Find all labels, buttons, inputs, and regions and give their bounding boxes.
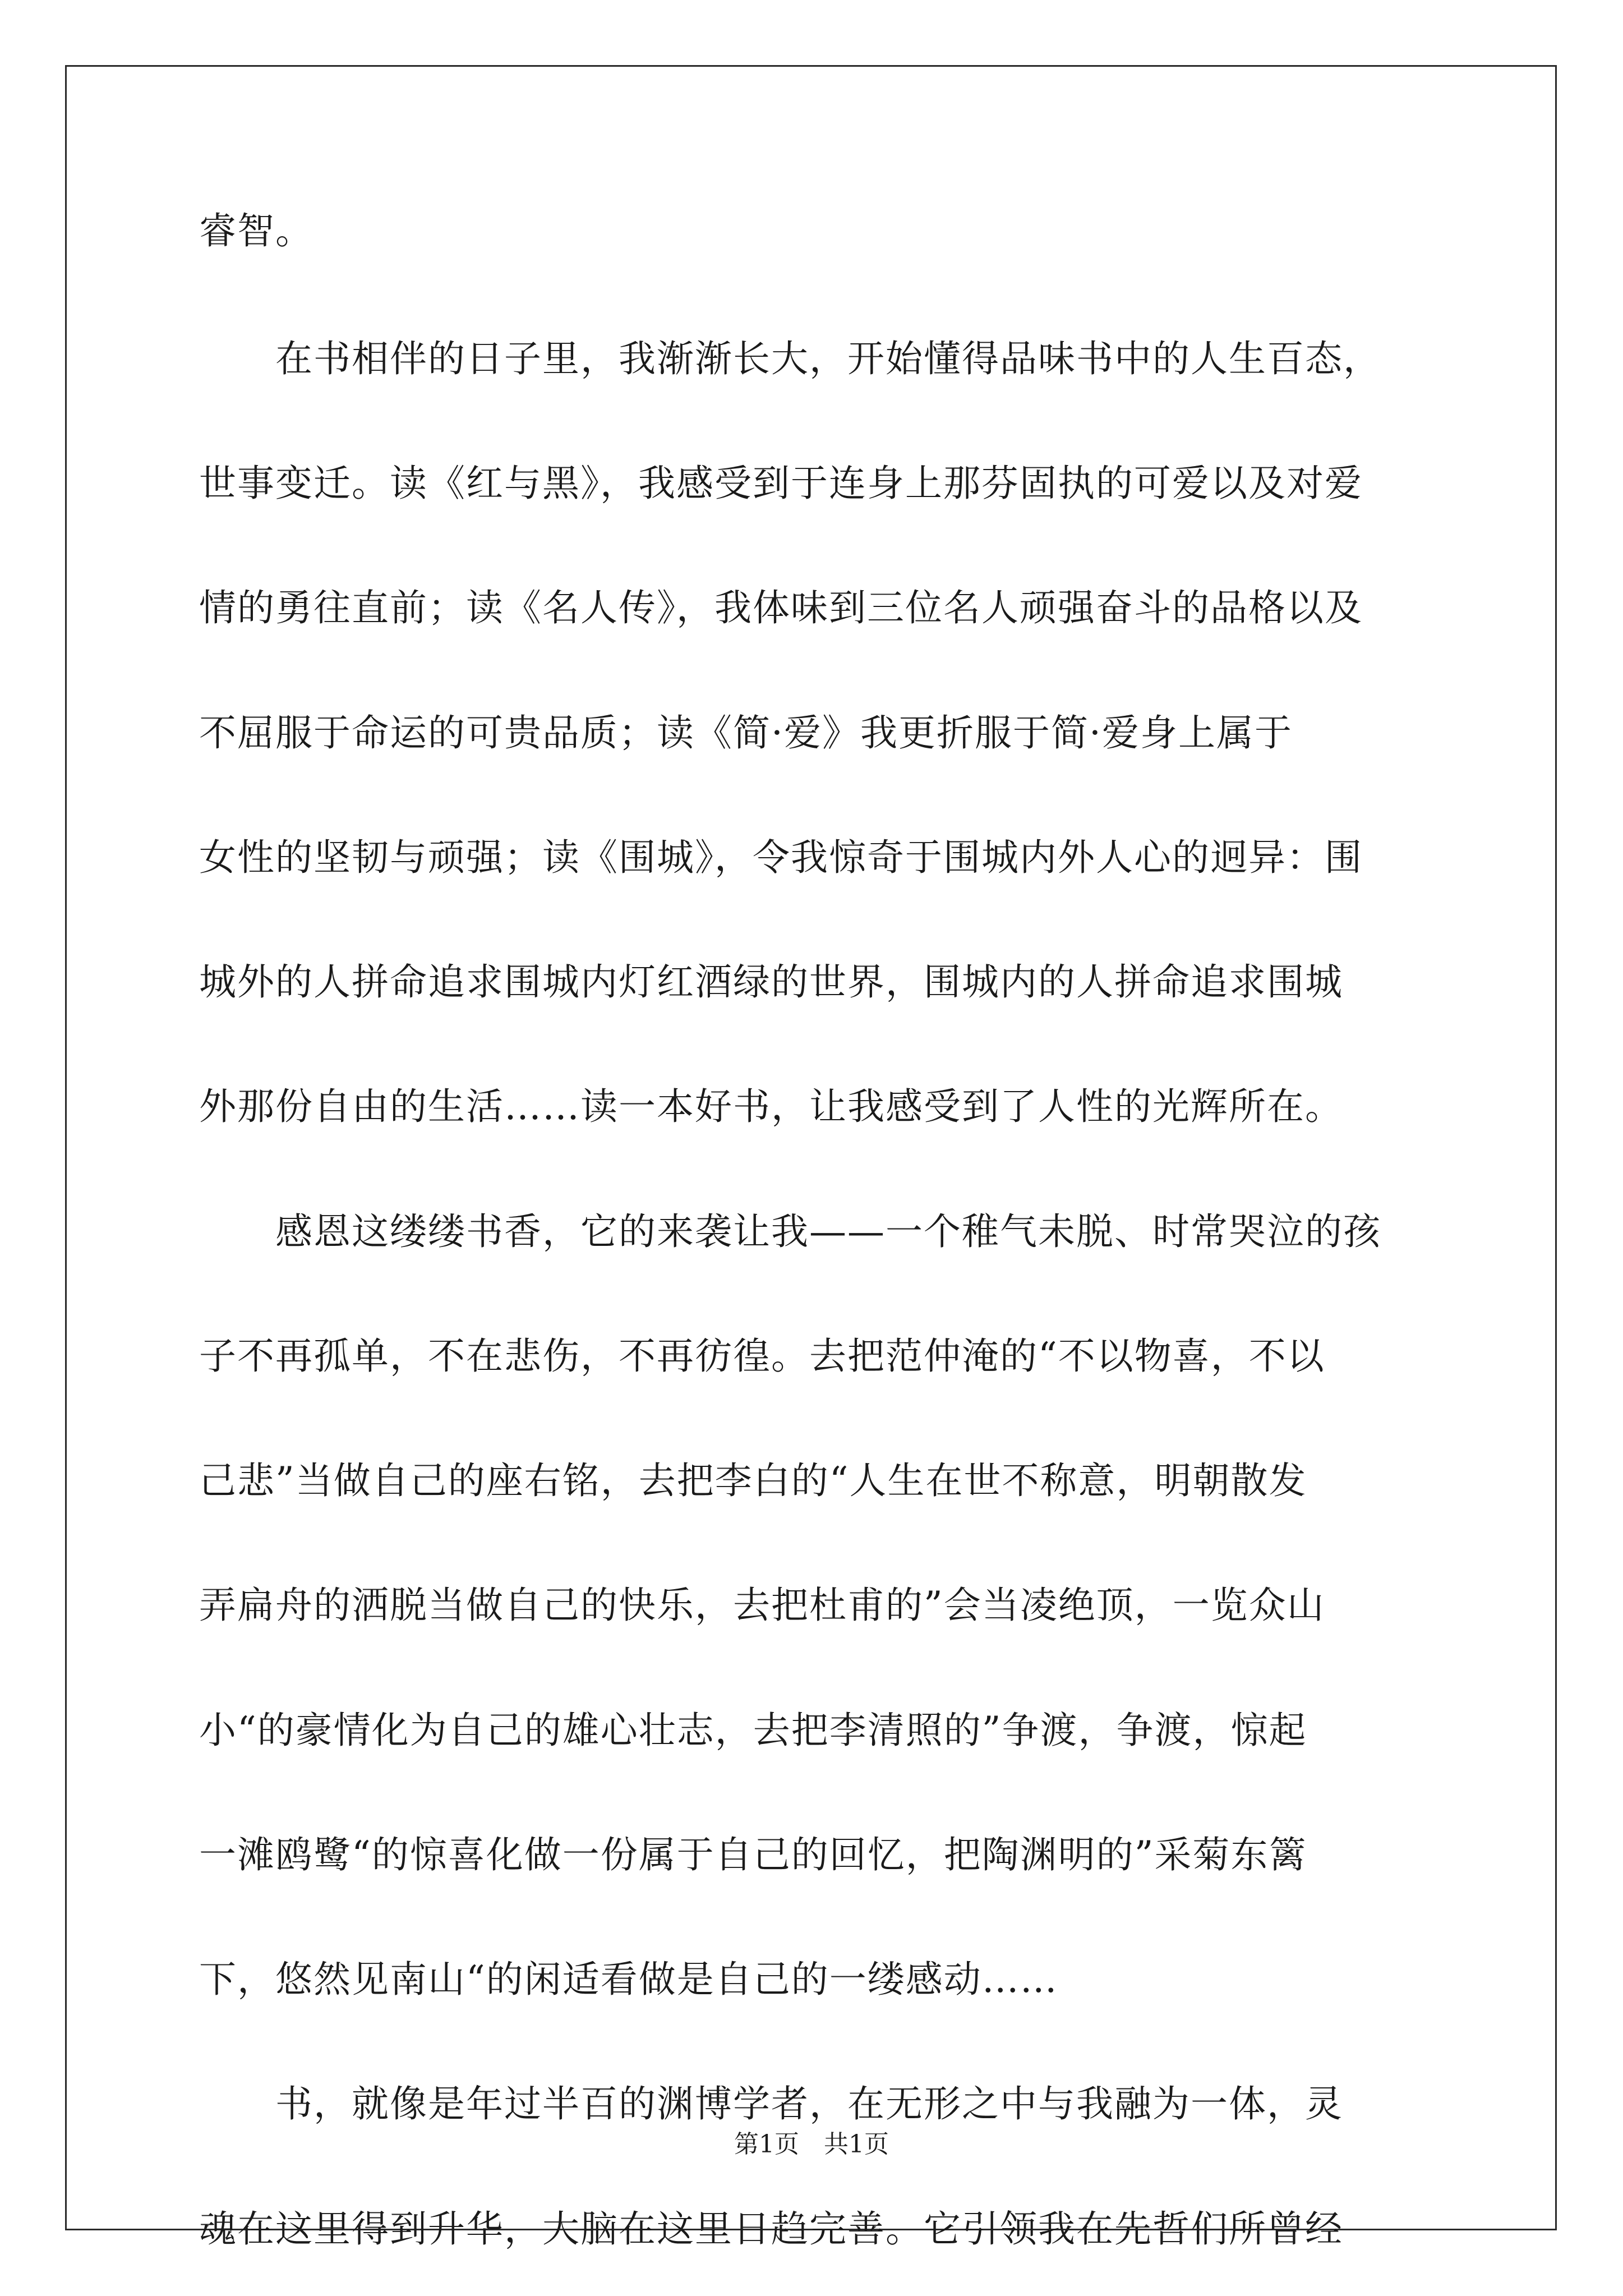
text-line-2: 在书相伴的日子里，我渐渐长大，开始懂得品味书中的人生百态，	[199, 337, 1381, 380]
text-line-15: 下，悠然见南山“的闲适看做是自己的一缕感动……	[199, 1958, 1058, 2001]
text-line-10: 子不再孤单，不在悲伤，不再彷徨。去把范仲淹的“不以物喜，不以	[199, 1335, 1325, 1378]
text-line-17: 魂在这里得到升华，大脑在这里日趋完善。它引领我在先哲们所曾经	[199, 2207, 1343, 2251]
text-line-4: 情的勇往直前；读《名人传》，我体味到三位名人顽强奋斗的品格以及	[199, 586, 1363, 629]
text-line-9: 感恩这缕缕书香，它的来袭让我——一个稚气未脱、时常哭泣的孩	[199, 1210, 1381, 1253]
text-line-11: 己悲”当做自己的座右铭，去把李白的“人生在世不称意，明朝散发	[199, 1459, 1307, 1502]
text-line-8: 外那份自由的生活……读一本好书，让我感受到了人性的光辉所在。	[199, 1085, 1343, 1128]
page-number-footer: 第1页 共1页	[734, 2130, 889, 2159]
text-line-13: 小“的豪情化为自己的雄心壮志，去把李清照的”争渡，争渡，惊起	[199, 1709, 1307, 1752]
text-line-3: 世事变迁。读《红与黑》，我感受到于连身上那芬固执的可爱以及对爱	[199, 462, 1363, 505]
page-border	[65, 65, 1557, 2230]
text-line-1: 睿智。	[199, 209, 313, 252]
text-line-6: 女性的坚韧与顽强；读《围城》，令我惊奇于围城内外人心的迥异：围	[199, 836, 1363, 879]
text-line-16: 书，就像是年过半百的渊博学者，在无形之中与我融为一体，灵	[199, 2082, 1343, 2125]
text-line-14: 一滩鸥鹭“的惊喜化做一份属于自己的回忆，把陶渊明的”采菊东篱	[199, 1833, 1307, 1876]
text-line-12: 弄扁舟的洒脱当做自己的快乐，去把杜甫的”会当凌绝顶，一览众山	[199, 1584, 1325, 1627]
text-line-7: 城外的人拼命追求围城内灯红酒绿的世界，围城内的人拼命追求围城	[199, 960, 1343, 1004]
text-line-5: 不屈服于命运的可贵品质；读《简·爱》我更折服于简·爱身上属于	[199, 711, 1293, 754]
